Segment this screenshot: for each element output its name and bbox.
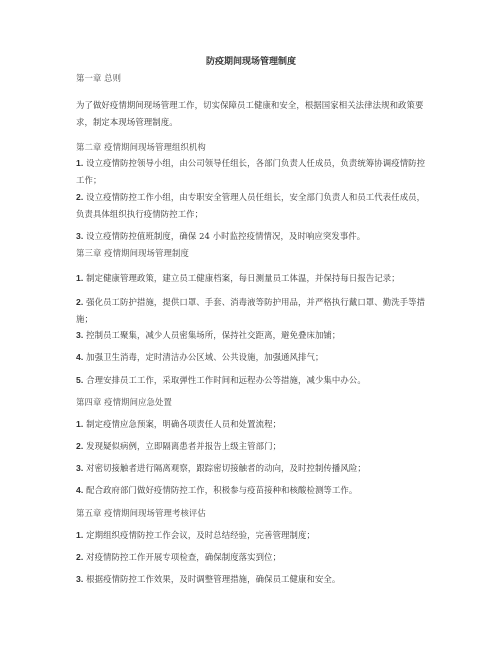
chapter-2-item-1 bbox=[76, 155, 426, 189]
item-text: 控制员工聚集，减少人员密集场所，保持社交距离，避免叠床加铺； bbox=[83, 330, 341, 340]
item-text: 合理安排员工工作，采取弹性工作时间和远程办公等措施，减少集中办公。 bbox=[83, 375, 366, 385]
chapter-5-heading: 第五章 疫情期间现场管理考核评估 bbox=[76, 508, 206, 518]
item-text: 配合政府部门做好疫情防控工作，积极参与疫苗接种和核酸检测等工作。 bbox=[83, 485, 358, 495]
item-text: 设立疫情防控值班制度，确保 24 小时监控疫情情况，及时响应突发事件。 bbox=[83, 231, 366, 241]
item-number: 3. bbox=[76, 330, 84, 340]
item-number: 2. bbox=[76, 552, 84, 562]
item-number: 3. bbox=[76, 574, 84, 584]
item-text: 加强卫生消毒，定时清洁办公区域、公共设施，加强通风排气； bbox=[83, 352, 324, 362]
item-number: 4. bbox=[76, 352, 84, 362]
chapter-5-item-3 bbox=[76, 571, 426, 588]
item-text: 根据疫情防控工作效果，及时调整管理措施，确保员工健康和安全。 bbox=[83, 574, 341, 584]
item-number: 2. bbox=[76, 441, 84, 451]
chapter-5-item-2 bbox=[76, 549, 426, 566]
chapter-3-item-3 bbox=[76, 327, 426, 344]
chapter-4-item-1 bbox=[76, 416, 426, 433]
chapter-4-heading: 第四章 疫情期间应急处置 bbox=[76, 397, 172, 407]
chapter-2-heading: 第二章 疫情期间现场管理组织机构 bbox=[76, 142, 206, 152]
chapter-3-item-5 bbox=[76, 372, 426, 389]
chapter-3-heading: 第三章 疫情期间现场管理制度 bbox=[76, 248, 189, 258]
item-number: 1. bbox=[76, 273, 84, 283]
item-text: 制定健康管理政策，建立员工健康档案，每日测量员工体温，并保持每日报告记录； bbox=[83, 273, 400, 283]
item-number: 2. bbox=[76, 192, 84, 202]
chapter-5-item-1 bbox=[76, 527, 426, 544]
item-number: 1. bbox=[76, 158, 84, 168]
item-number: 1. bbox=[76, 419, 84, 429]
chapter-2-item-3 bbox=[76, 228, 426, 245]
item-number: 5. bbox=[76, 375, 84, 385]
chapter-4-item-2 bbox=[76, 438, 426, 455]
chapter-1-heading: 第一章 总则 bbox=[76, 73, 122, 83]
chapter-4-item-4 bbox=[76, 482, 426, 499]
chapter-3-item-4 bbox=[76, 349, 426, 366]
item-number: 2. bbox=[76, 297, 84, 307]
item-text: 设立疫情防控领导小组，由公司领导任组长，各部门负责人任成员，负责统筹协调疫情防控工作； bbox=[76, 158, 426, 185]
chapter-3-item-2 bbox=[76, 294, 426, 328]
chapter-1-paragraph: 为了做好疫情期间现场管理工作，切实保障员工健康和安全，根据国家相关法律法规和政策要求，制定本现场管理制度。 bbox=[76, 100, 424, 127]
item-text: 制定疫情应急预案，明确各项责任人员和处置流程； bbox=[83, 419, 282, 429]
chapter-4-item-3 bbox=[76, 460, 426, 477]
item-text: 设立疫情防控工作小组，由专职安全管理人员任组长，安全部门负责人和员工代表任成员，负责具体组织执行疫情防控工作； bbox=[76, 192, 426, 219]
item-text: 定期组织疫情防控工作会议，及时总结经验，完善管理制度； bbox=[83, 530, 315, 540]
item-text: 对密切接触者进行隔离观察，跟踪密切接触者的动向，及时控制传播风险； bbox=[83, 463, 366, 473]
document-title: 防疫期间现场管理制度 bbox=[205, 57, 296, 67]
item-number: 3. bbox=[76, 231, 84, 241]
item-number: 4. bbox=[76, 485, 84, 495]
chapter-2-item-2 bbox=[76, 189, 426, 223]
item-number: 3. bbox=[76, 463, 84, 473]
item-number: 1. bbox=[76, 530, 84, 540]
item-text: 强化员工防护措施，提供口罩、手套、消毒液等防护用品，并严格执行戴口罩、勤洗手等措施； bbox=[76, 297, 426, 324]
item-text: 发现疑似病例，立即隔离患者并报告上级主管部门； bbox=[83, 441, 282, 451]
chapter-3-item-1 bbox=[76, 270, 426, 287]
item-text: 对疫情防控工作开展专项检查，确保制度落实到位； bbox=[83, 552, 282, 562]
